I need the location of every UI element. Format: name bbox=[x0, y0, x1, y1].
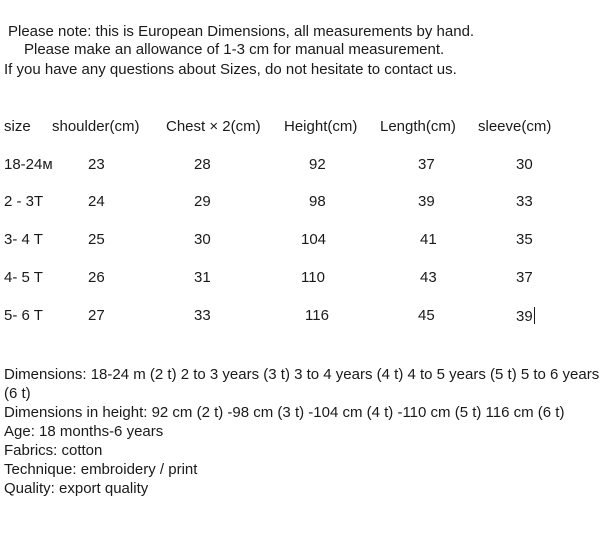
cell-size: 3- 4 T bbox=[4, 231, 43, 248]
cell-sleeve: 33 bbox=[516, 193, 533, 210]
cell-chest: 31 bbox=[194, 269, 211, 286]
cell-height: 104 bbox=[301, 231, 327, 248]
detail-quality: Quality: export quality bbox=[4, 480, 149, 497]
cell-size: 4- 5 T bbox=[4, 269, 43, 286]
detail-dimensions: Dimensions: 18-24 m (2 t) 2 to 3 years (3 t) 3 to 4 years (4 t) 4 to 5 years (5 t) 5 to 6 years (6 t) bbox=[4, 366, 600, 402]
cell-height: 92 bbox=[309, 156, 326, 173]
cell-length: 45 bbox=[418, 307, 435, 324]
cell-height: 116 bbox=[305, 307, 329, 324]
cell-chest: 29 bbox=[194, 193, 211, 210]
cell-height: 98 bbox=[309, 193, 326, 210]
note-allowance: Please make an allowance of 1-3 cm for manual measurement. bbox=[24, 41, 445, 58]
cell-sleeve: 35 bbox=[516, 231, 533, 248]
note-european-dimensions: Please note: this is European Dimensions, all measurements by hand. bbox=[8, 23, 475, 40]
cell-sleeve-wrap[interactable] bbox=[516, 307, 535, 326]
note-contact: If you have any questions about Sizes, do not hesitate to contact us. bbox=[4, 61, 457, 78]
cell-chest: 28 bbox=[194, 156, 211, 173]
text-cursor bbox=[534, 307, 535, 324]
header-height: Height(cm) bbox=[284, 118, 358, 135]
cell-shoulder: 24 bbox=[88, 193, 105, 210]
detail-technique: Technique: embroidery / print bbox=[4, 461, 198, 478]
cell-size: 2 - 3T bbox=[4, 193, 44, 210]
cell-shoulder: 26 bbox=[88, 269, 105, 286]
cell-length: 37 bbox=[418, 156, 435, 173]
cell-height: 110 bbox=[301, 269, 325, 286]
header-chest: Chest × 2(cm) bbox=[166, 118, 261, 135]
cell-sleeve: 37 bbox=[516, 269, 533, 286]
cell-size: 5- 6 T bbox=[4, 307, 43, 324]
cell-chest: 30 bbox=[194, 231, 211, 248]
detail-dimensions-height: Dimensions in height: 92 cm (2 t) -98 cm (3 t) -104 cm (4 t) -110 cm (5 t) 116 cm (6 t) bbox=[4, 404, 565, 421]
header-shoulder: shoulder(cm) bbox=[52, 118, 140, 135]
header-size: size bbox=[4, 118, 31, 135]
cell-shoulder: 25 bbox=[88, 231, 105, 248]
header-length: Length(cm) bbox=[380, 118, 456, 135]
cell-chest: 33 bbox=[194, 307, 211, 324]
cell-sleeve: 39 bbox=[516, 308, 533, 325]
cell-length: 41 bbox=[420, 231, 437, 248]
cell-length: 43 bbox=[420, 269, 437, 286]
cell-shoulder: 27 bbox=[88, 307, 105, 324]
cell-size: 18-24м bbox=[4, 156, 53, 173]
detail-age: Age: 18 months-6 years bbox=[4, 423, 164, 440]
cell-shoulder: 23 bbox=[88, 156, 105, 173]
detail-fabrics: Fabrics: cotton bbox=[4, 442, 103, 459]
cell-length: 39 bbox=[418, 193, 435, 210]
header-sleeve: sleeve(cm) bbox=[478, 118, 552, 135]
cell-sleeve: 30 bbox=[516, 156, 533, 173]
